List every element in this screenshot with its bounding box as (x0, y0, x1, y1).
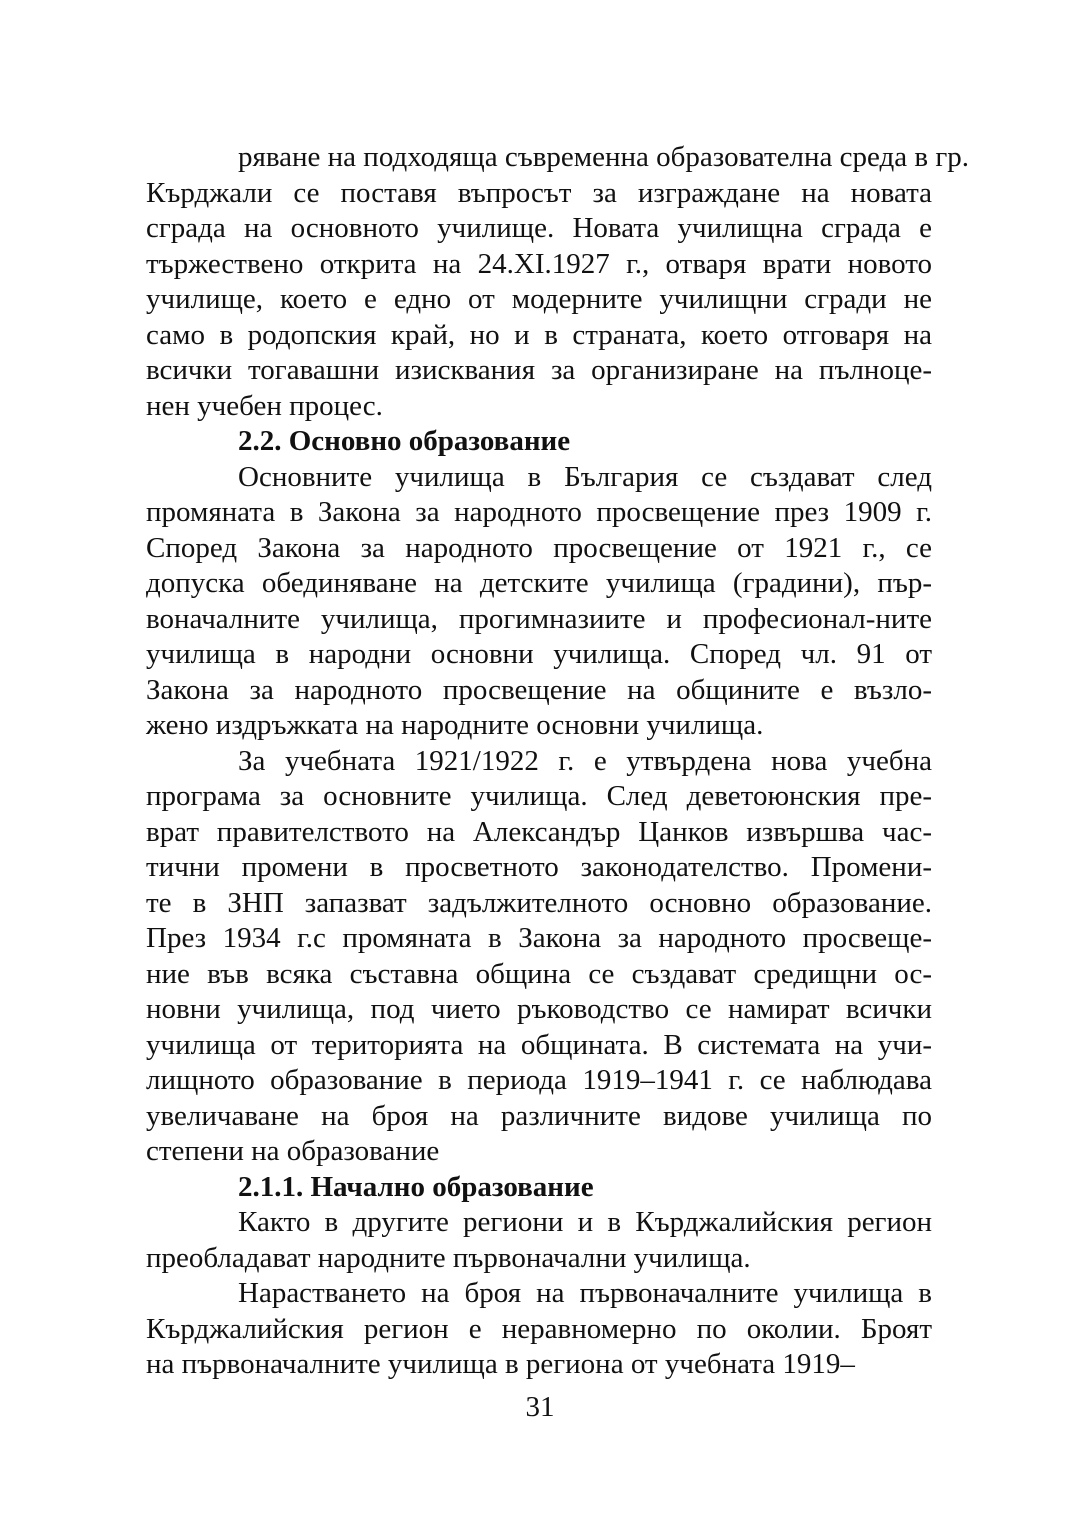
primary-schools-law-paragraph (146, 460, 932, 744)
section-heading-2-1-1: 2.1.1. Начално образование (238, 1170, 594, 1203)
text-line: нен учебен процес. (146, 389, 383, 422)
text-line: тични промени в просветното законодателство. Промени- (146, 851, 932, 883)
text-line: Нарастването на броя на първоначалните училища в (238, 1277, 932, 1309)
text-line: Закона за народното просвещение на общините е възло- (146, 673, 932, 706)
section-heading-2-2: 2.2. Основно образование (238, 425, 571, 457)
text-line: лищното образование в периода 1919–1941 г. се наблюдава (146, 1064, 932, 1096)
text-line: само в родопския край, но и в страната, което отговаря на (146, 318, 932, 351)
regional-schools-paragraph (146, 1205, 932, 1276)
intro-paragraph (146, 140, 969, 424)
text-line: жено издръжката на народните основни училища. (146, 709, 764, 741)
text-line: Основните училища в България се създават след (238, 460, 932, 493)
page-number: 31 (525, 1391, 555, 1423)
body-text (146, 140, 969, 1383)
text-line: ние във всяка съставна община се създават средищни ос- (146, 957, 932, 990)
text-line: тържествено открита на 24.XI.1927 г., отваря врати новото (146, 247, 932, 280)
text-line: на първоначалните училища в региона от учебната 1919– (146, 1348, 855, 1380)
text-line: воначалните училища, прогимназиите и професионал-ните (146, 602, 932, 635)
growth-paragraph (146, 1276, 932, 1383)
text-line: ряване на подходяща съвременна образователна среда в гр. (238, 141, 969, 173)
text-line: училища в народни основни училища. Според чл. 91 от (146, 638, 932, 670)
text-line: За учебната 1921/1922 г. е утвърдена нова учебна (238, 744, 932, 777)
text-line: новни училища, под чието ръководство се намират всички (146, 993, 932, 1025)
text-line: През 1934 г.с промяната в Закона за народното просвеще- (146, 922, 932, 954)
text-line: сграда на основното училище. Новата училищна сграда е (146, 212, 932, 244)
text-line: промяната в Закона за народното просвещение през 1909 г. (146, 496, 932, 528)
text-line: всички тогавашни изисквания за организиране на пълноце- (146, 354, 932, 386)
text-line: училища от територията на общината. В системата на учи- (146, 1028, 932, 1061)
text-line: програма за основните училища. След деветоюнския пре- (146, 780, 932, 812)
text-line: допуска обединяване на детските училища (градини), пър- (146, 567, 932, 599)
text-line: степени на образование (146, 1135, 440, 1167)
text-line: те в ЗНП запазват задължителното основно образование. (146, 886, 932, 919)
text-line: училище, което е едно от модерните училищни сгради не (146, 283, 932, 315)
text-line: врат правителството на Александър Цанков извършва час- (146, 815, 932, 848)
text-line: Кърджали се поставя въпросът за изграждане на новата (146, 176, 932, 209)
text-line: Кърджалийския регион е неравномерно по околии. Броят (146, 1312, 932, 1345)
text-line: преобладават народните първоначални училища. (146, 1241, 751, 1274)
text-line: Според Закона за народното просвещение от 1921 г., се (146, 531, 932, 564)
text-line: увеличаване на броя на различните видове училища по (146, 1099, 932, 1132)
curriculum-paragraph (146, 744, 932, 1170)
text-line: Както в другите региони и в Кърджалийския регион (238, 1206, 932, 1238)
